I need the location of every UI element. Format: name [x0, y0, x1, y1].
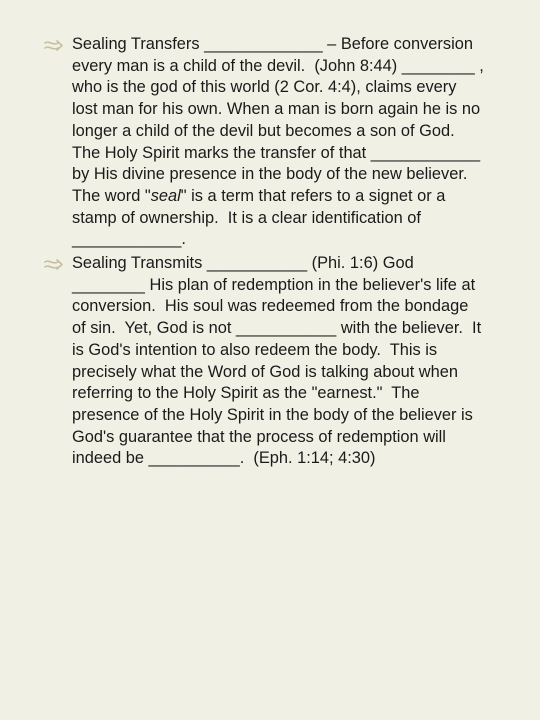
bullet-text-sealing-transmits [72, 253, 484, 470]
bullet-item-sealing-transmits [44, 253, 484, 470]
bullet-text-sealing-transfers [72, 34, 489, 251]
bullet-item-sealing-transfers [44, 34, 489, 251]
bullet-text-part: Sealing Transmits ___________ (Phi. 1:6) God ________ His plan of redemption in the believer's life at conversion. His soul was redeemed from the bondage of sin. Yet, God is not ___________ with the believer. It is God's intention to also redeem the body. This is precisely what the Word of God is talking about when referring to the Holy Spirit as the "earnest." The presence of the Holy Spirit in the body of the believer is God's guarantee that the process of redemption will indeed be __________. (Eph. 1:14; 4:30) [72, 254, 486, 468]
bullet-text-part: " is a term that refers to a signet or a stamp of ownership. It is a clear identification of ____________. [72, 186, 450, 249]
wavy-arrow-bullet-icon [44, 39, 64, 53]
bullet-text-part: Sealing Transfers _____________ – Before conversion every man is a child of the devil. (John 8:44) ________ , who is the god of this world (2 Cor. 4:4), claims every lost man for his own. When a man is born again he is no longer a child of the devil but becomes a son of God. The Holy Spirit marks the transfer of that ____________ by His divine presence in the body of the new believer. The word " [72, 35, 489, 205]
wavy-arrow-bullet-icon [44, 258, 64, 272]
bullet-list [44, 34, 489, 472]
seal-term-italic: seal [150, 186, 181, 205]
